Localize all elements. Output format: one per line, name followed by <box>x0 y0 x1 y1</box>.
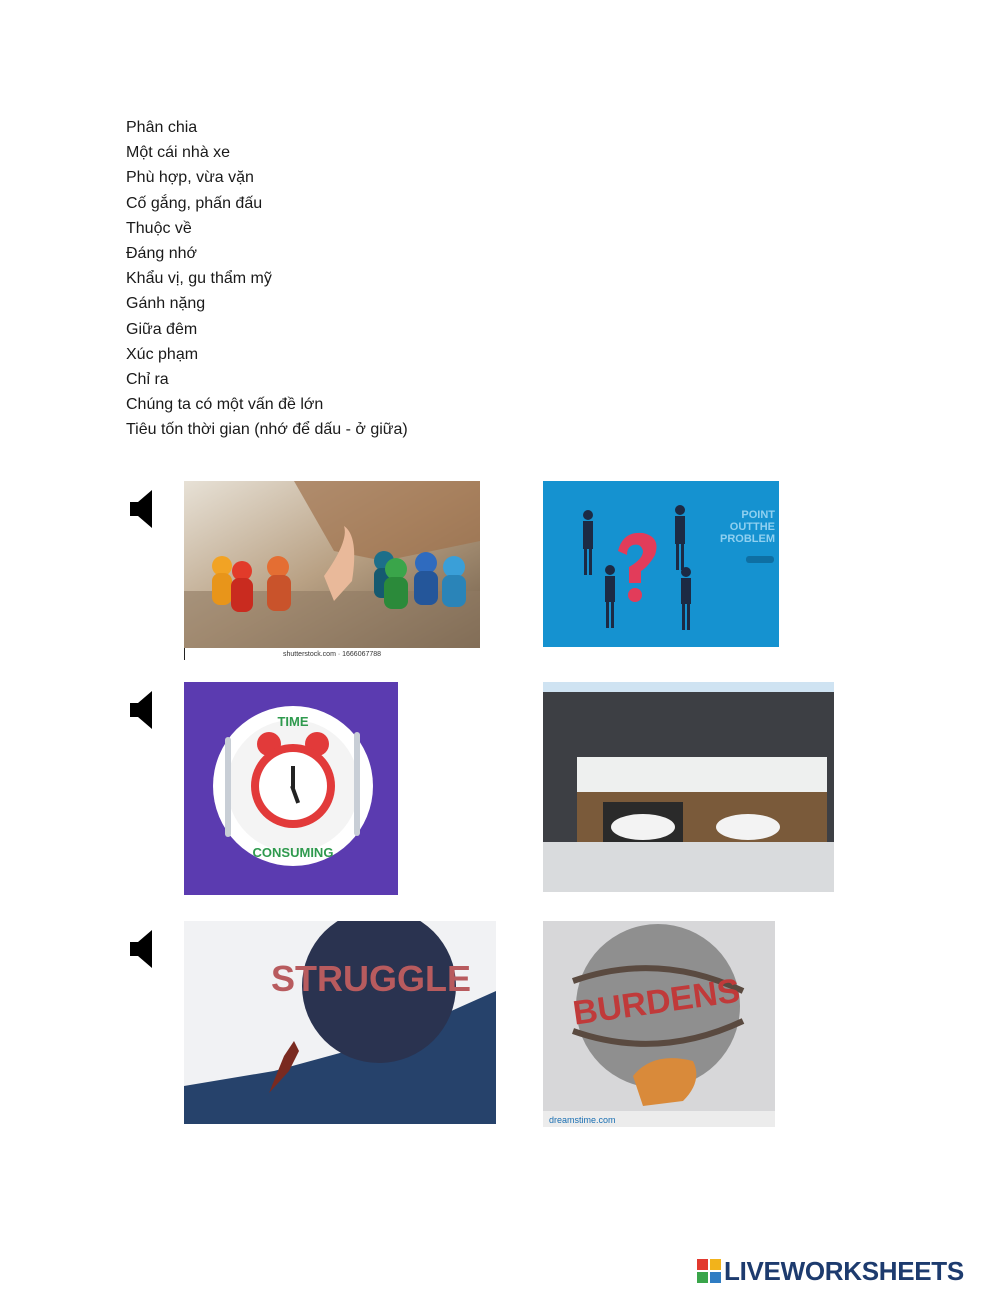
liveworksheets-logo <box>697 1257 964 1285</box>
burdens-credit: dreamstime.com <box>549 1115 616 1125</box>
point-out-line3: PROBLEM <box>720 533 775 545</box>
struggle-word: STRUGGLE <box>270 958 472 999</box>
vocab-item: Một cái nhà xe <box>126 144 231 162</box>
burdens-word: BURDENS <box>570 971 743 1033</box>
point-out-problem-image[interactable] <box>543 481 779 647</box>
vocab-item: Cố gắng, phấn đấu <box>126 194 263 212</box>
burdens-image[interactable] <box>543 921 775 1127</box>
vocab-item: Chỉ ra <box>126 370 169 388</box>
vocab-item: Thuộc về <box>126 219 192 237</box>
vocab-item: Đáng nhớ <box>126 244 197 262</box>
vocab-item: Chúng ta có một vấn đề lớn <box>126 396 324 414</box>
vocab-item: Phù hợp, vừa vặn <box>126 169 254 187</box>
speaker-icon[interactable] <box>128 690 154 730</box>
time-label: TIME <box>277 714 309 729</box>
brand-name: LIVEWORKSHEETS <box>724 1255 964 1286</box>
vocab-item: Phân chia <box>126 119 198 136</box>
text-cursor <box>184 648 185 660</box>
vocab-item: Giữa đêm <box>126 320 198 338</box>
speaker-icon[interactable] <box>128 929 154 969</box>
vocab-item: Xúc phạm <box>126 345 199 363</box>
time-consuming-image[interactable] <box>184 682 398 895</box>
point-out-line1: POINT <box>741 509 775 521</box>
divide-pawns-image[interactable] <box>184 481 480 648</box>
vocab-list <box>126 115 408 442</box>
garage-image[interactable] <box>543 682 834 892</box>
point-out-line2: OUTTHE <box>729 521 775 533</box>
image-credit: shutterstock.com · 1666067788 <box>283 651 382 658</box>
vocab-item: Khẩu vị, gu thẩm mỹ <box>126 270 272 288</box>
vocab-item: Gánh nặng <box>126 295 206 313</box>
vocab-item: Tiêu tốn thời gian (nhớ để dấu - ở giữa) <box>126 421 408 439</box>
consuming-label: CONSUMING <box>252 845 334 860</box>
struggle-image[interactable] <box>184 921 496 1124</box>
live-blocks-icon <box>697 1259 721 1283</box>
speaker-icon[interactable] <box>128 489 154 529</box>
